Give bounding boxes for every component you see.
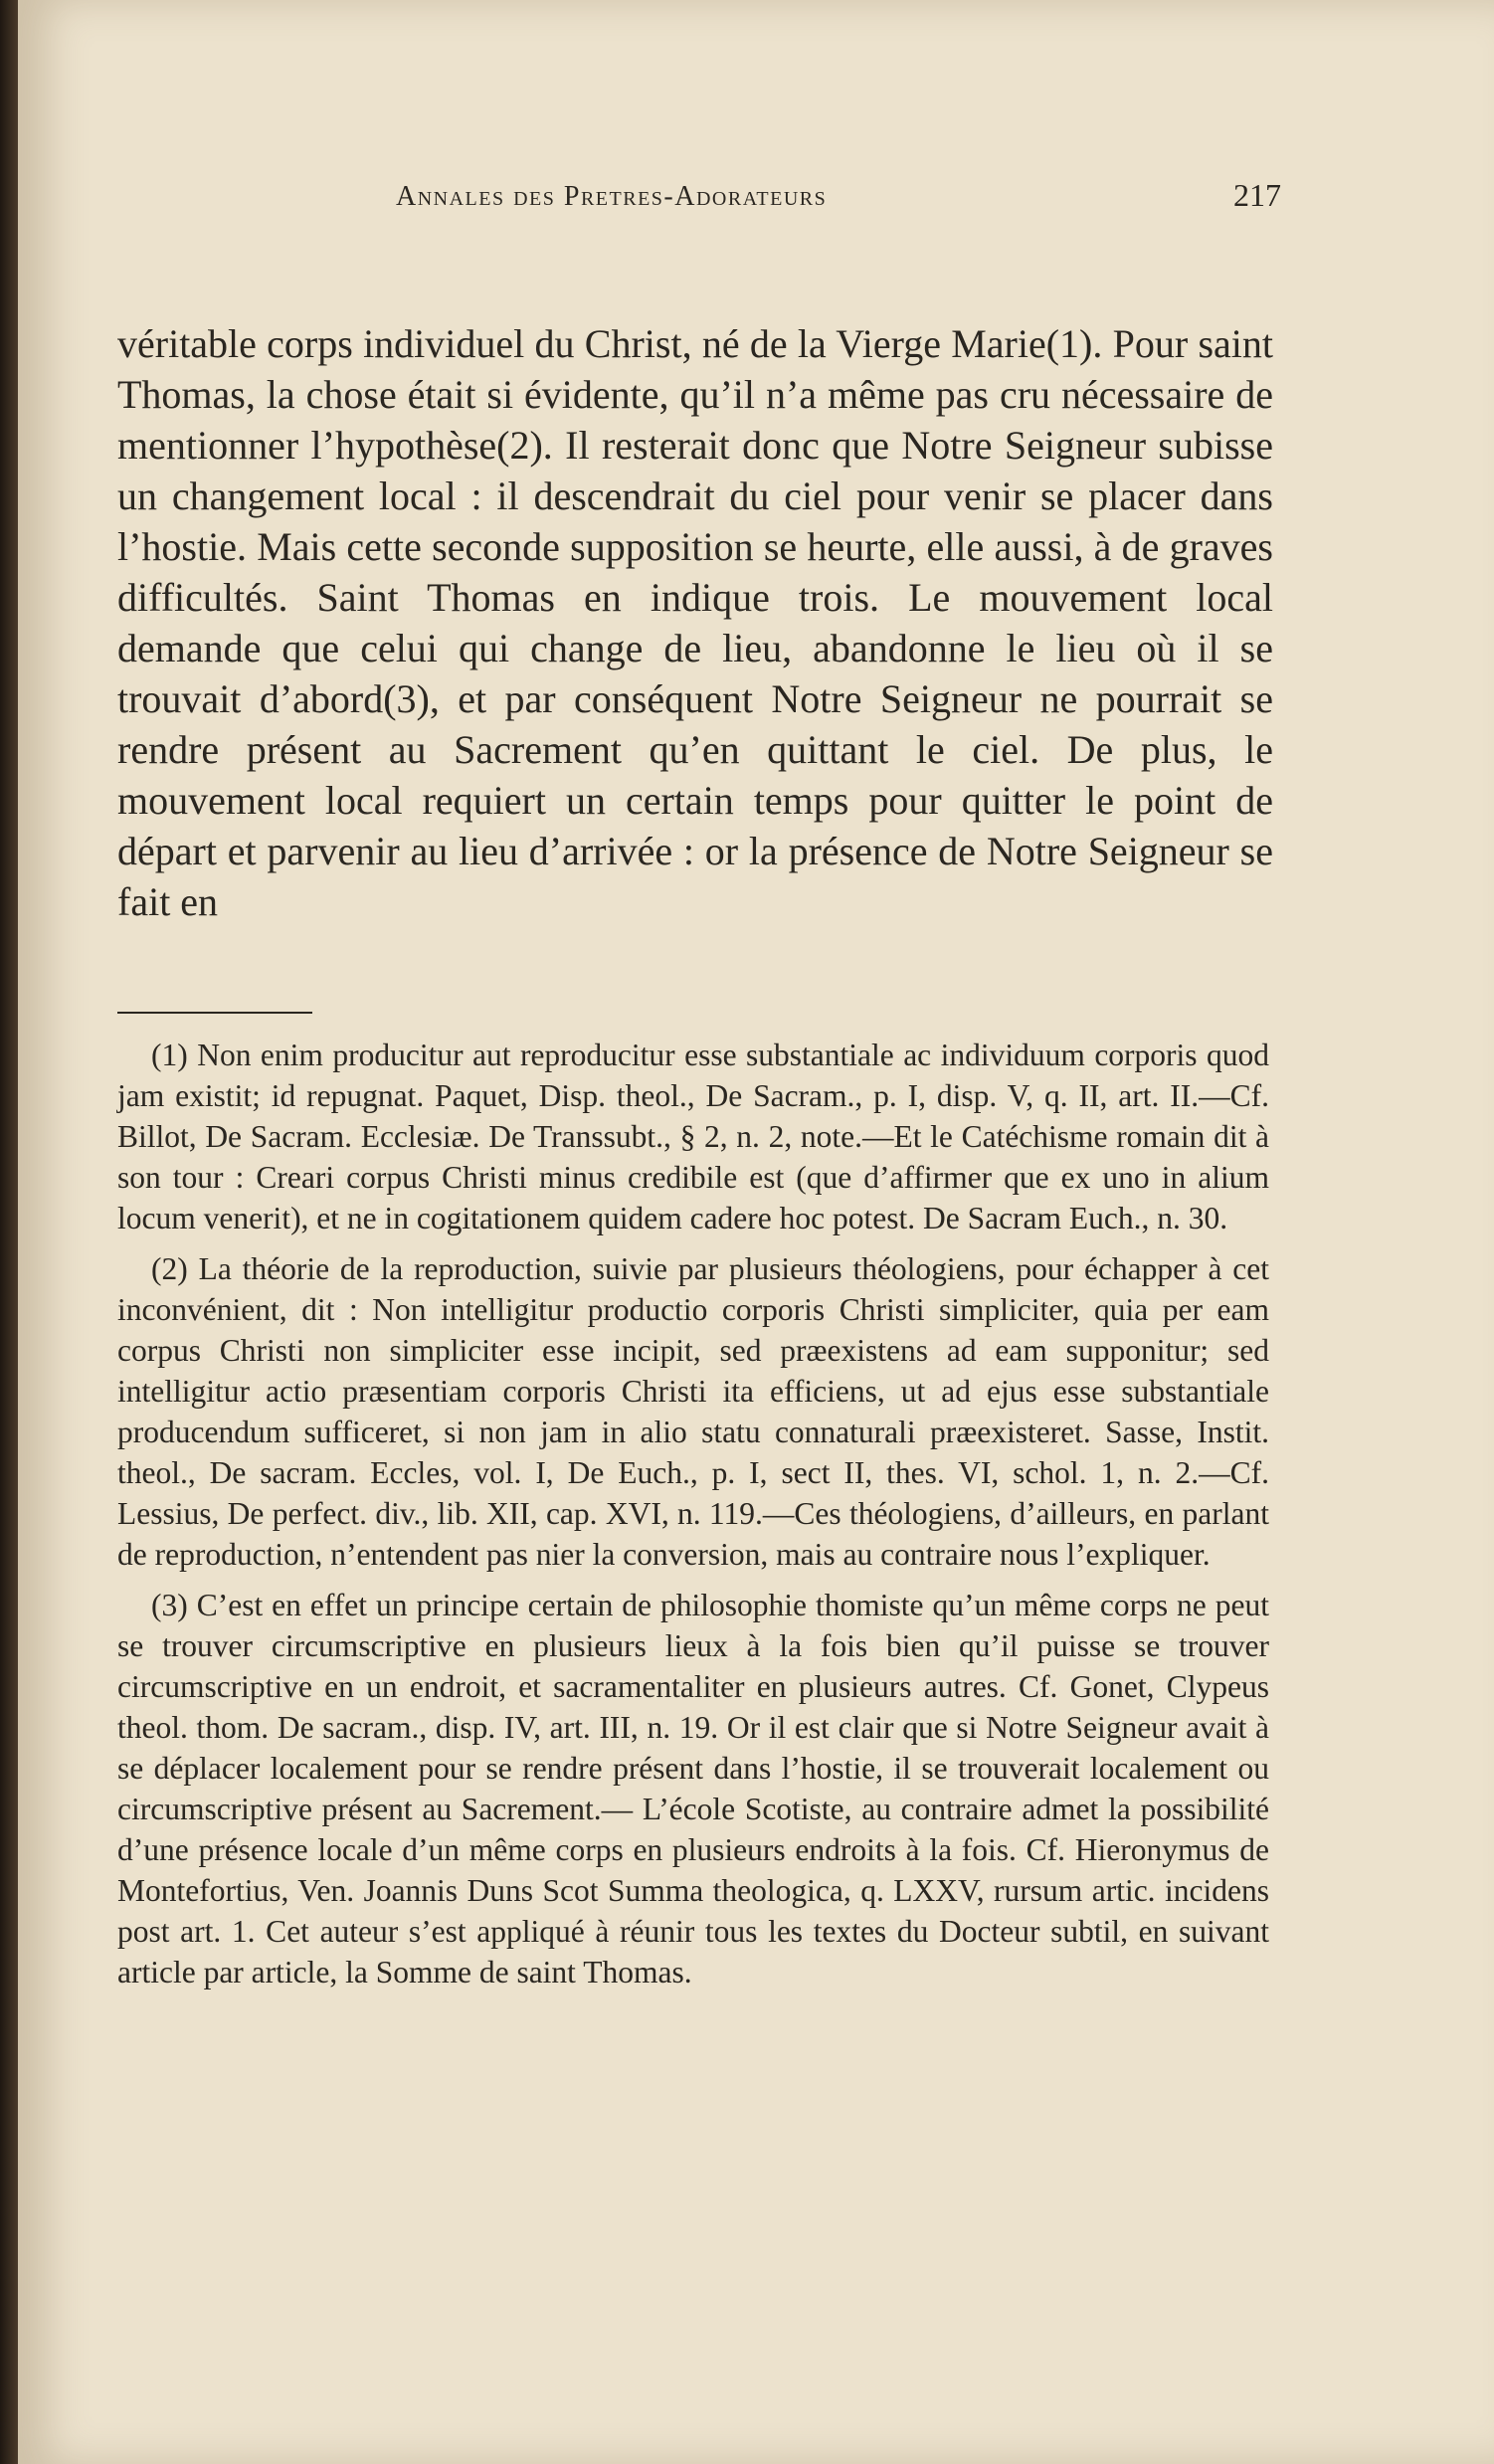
footnote-text: C’est en effet un principe certain de philosophie thomiste qu’un même corps ne peut se trouver circumscriptive en plusieurs lieux à la fois bien qu’il puisse se trouver circumscriptive en un endroit, et sacramentaliter en plusieurs autres. Cf. Gonet, Clypeus theol. thom. De sacram., disp. IV, art. III, n. 19. Or il est clair que si Notre Seigneur avait à se déplacer localement pour se rendre présent dans l’hostie, il se trouverait localement ou circumscriptive présent au Sacrement.— L’école Scotiste, au contraire admet la possibilité d’une présence locale d’un même corps en plusieurs endroits à la fois. Cf. Hieronymus de Montefortius, Ven. Joannis Duns Scot Summa theologica, q. LXXV, rursum artic. incidens post art. 1. Cet auteur s’est appliqué à réunir tous les textes du Docteur subtil, en suivant article par article, la Somme de saint Thomas. bbox=[117, 1588, 1269, 1990]
footnote-text: Non enim producitur aut reproducitur esse substantiale ac individuum corporis quod jam existit; id repugnat. Paquet, Disp. theol., De Sacram., p. I, disp. V, q. II, art. II.—Cf. Billot, De Sacram. Ecclesiæ. De Transsubt., § 2, n. 2, note.—Et le Catéchisme romain dit à son tour : Creari corpus Christi minus credibile est (que d’affirmer que ex uno in alium locum venerit), et ne in cogitationem quidem cadere hoc potest. De Sacram Euch., n. 30. bbox=[117, 1038, 1270, 1235]
footnote-text: La théorie de la reproduction, suivie par plusieurs théologiens, pour échapper à cet inconvénient, dit : Non intelligitur productio corporis Christi simpliciter, quia per eam corpus Christi non simpliciter esse incipit, sed præexistens ad eam supponitur; sed intelligitur actio præsentiam corporis Christi ita efficiens, ut ad ejus esse substantiale producendum sufficeret, si non jam in alio statu connaturali præexisteret. Sasse, Instit. theol., De sacram. Eccles, vol. I, De Euch., p. I, sect II, thes. VI, schol. 1, n. 2.—Cf. Lessius, De perfect. div., lib. XII, cap. XVI, n. 119.—Ces théologiens, d’ailleurs, en parlant de reproduction, n’entendent pas nier la conversion, mais au contraire nous l’expliquer. bbox=[117, 1251, 1269, 1572]
footnote-1 bbox=[117, 1035, 1269, 1238]
main-paragraph: véritable corps individuel du Christ, né de la Vierge Marie(1). Pour saint Thomas, la chose était si évidente, qu’il n’a même pas cru nécessaire de mentionner l’hypothèse(2). Il resterait donc que Notre Seigneur subisse un changement local : il descendrait du ciel pour venir se placer dans l’hostie. Mais cette seconde supposition se heurte, elle aussi, à de graves difficultés. Saint Thomas en indique trois. Le mouvement local demande que celui qui change de lieu, abandonne le lieu où il se trouvait d’abord(3), et par conséquent Notre Seigneur ne pourrait se rendre présent au Sacrement qu’en quittant le ciel. De plus, le mouvement local requiert un certain temps pour quitter le point de départ et parvenir au lieu d’arrivée : or la présence de Notre Seigneur se fait en bbox=[117, 321, 1273, 924]
footnote-3 bbox=[117, 1585, 1269, 1992]
footnote-number: (2) bbox=[151, 1251, 188, 1286]
page-header bbox=[396, 177, 1281, 221]
footnotes bbox=[117, 1035, 1269, 2002]
running-title: Annales des Pretres-Adorateurs bbox=[396, 181, 828, 212]
book-spine-edge bbox=[0, 0, 18, 2464]
book-page bbox=[18, 0, 1494, 2464]
footnote-number: (1) bbox=[151, 1038, 188, 1072]
footnote-number: (3) bbox=[151, 1588, 188, 1622]
footnote-2 bbox=[117, 1248, 1269, 1575]
page-number: 217 bbox=[1233, 177, 1281, 213]
footnote-separator bbox=[117, 1012, 312, 1014]
